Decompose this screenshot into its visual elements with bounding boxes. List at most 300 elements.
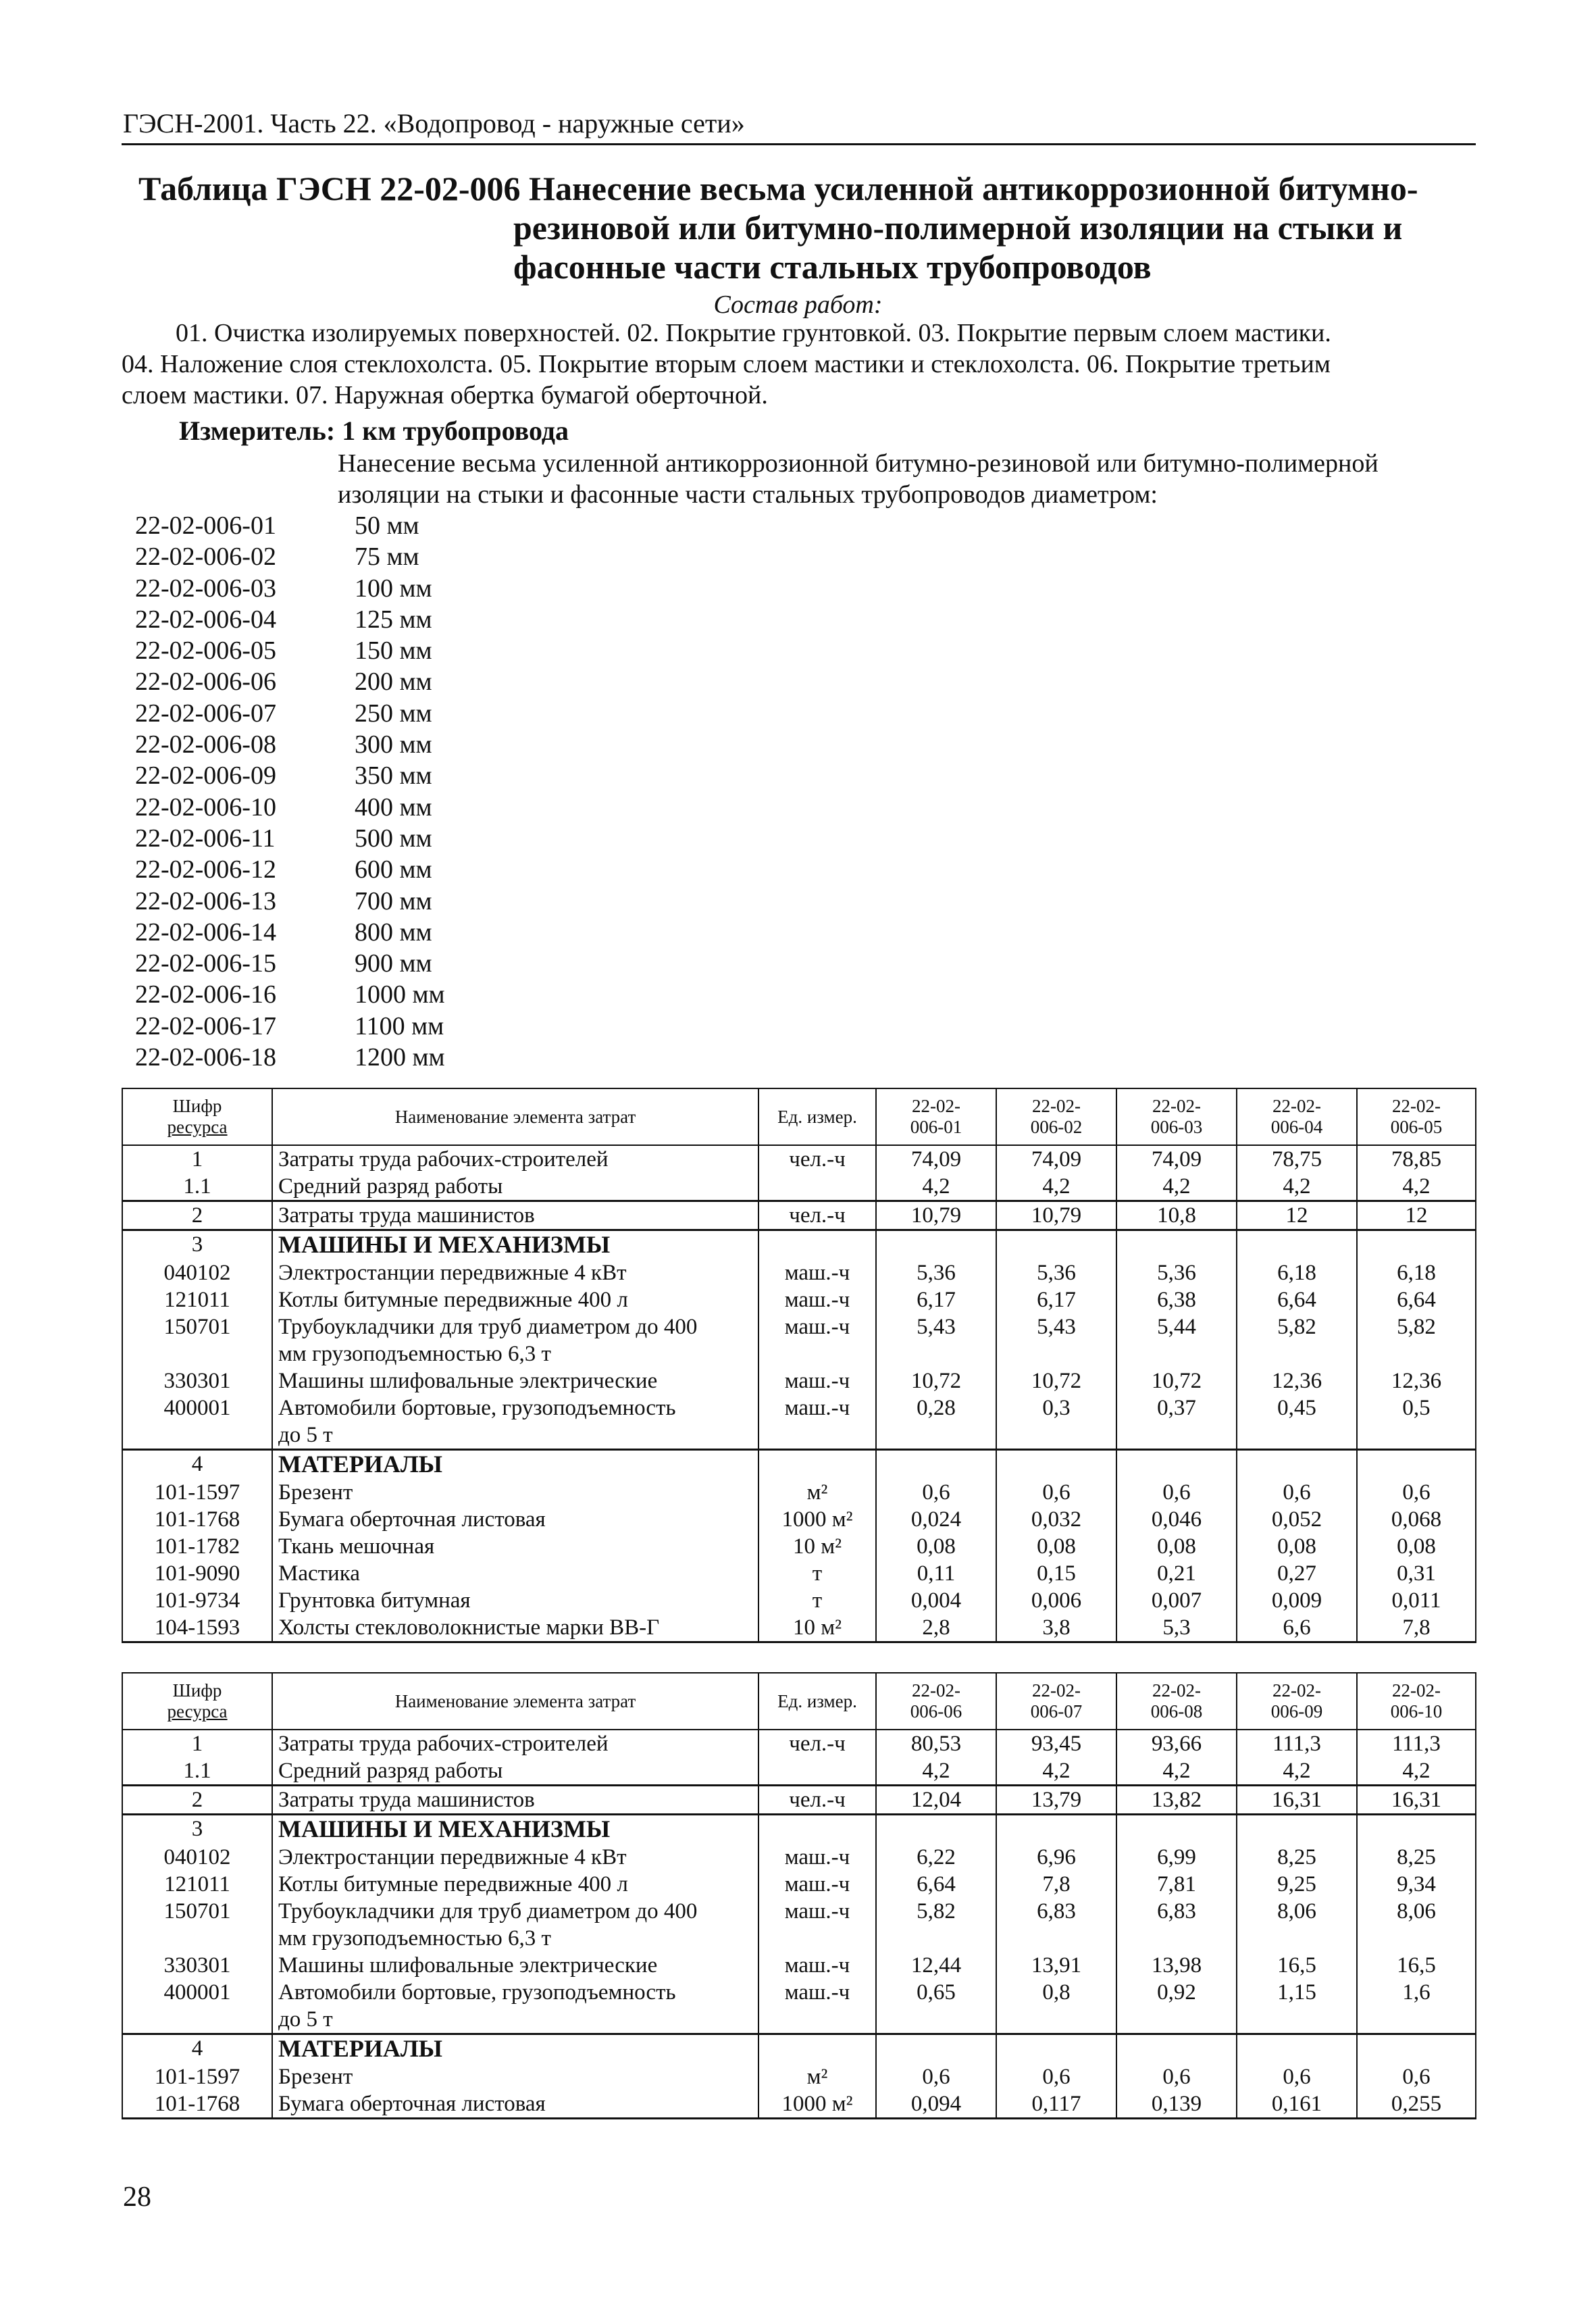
cell-value: 0,004	[876, 1587, 996, 1614]
cell-value: 6,38	[1116, 1286, 1237, 1313]
cell-value: 0,37	[1116, 1394, 1237, 1450]
cell-value: 16,31	[1357, 1786, 1476, 1815]
cell-value: 0,6	[996, 1479, 1116, 1506]
cell-value: 0,6	[876, 1479, 996, 1506]
cell-name-text: Затраты труда машинистов	[278, 1788, 535, 1812]
cell-value: 5,36	[996, 1259, 1116, 1286]
cell-unit: маш.-ч	[758, 1979, 876, 2034]
cell-name-text: Машины шлифовальные электрические	[278, 1953, 658, 1978]
header-col-line-1: 22-02-	[1032, 1680, 1081, 1701]
code-item-code: 22-02-006-17	[135, 1011, 276, 1040]
code-item-code: 22-02-006-15	[135, 949, 276, 978]
cell-value: 12	[1237, 1201, 1357, 1230]
cell-unit	[758, 2034, 876, 2064]
code-item-size: 125 мм	[355, 605, 432, 634]
cell-name	[272, 1952, 758, 1979]
table-row	[122, 1871, 1476, 1898]
cell-value: 6,83	[996, 1898, 1116, 1952]
cell-value	[876, 2034, 996, 2064]
cell-value: 0,6	[1116, 2063, 1237, 2090]
code-list-item	[135, 823, 445, 854]
cell-value: 13,91	[996, 1952, 1116, 1979]
header-col-4	[1237, 1673, 1357, 1730]
code-list-item	[135, 948, 445, 979]
table-row	[122, 1898, 1476, 1952]
code-list-item	[135, 917, 445, 948]
cell-value: 0,6	[1237, 1479, 1357, 1506]
cell-unit	[758, 1757, 876, 1786]
cell-value: 111,3	[1237, 1730, 1357, 1757]
code-item-size: 200 мм	[355, 668, 432, 697]
title-line-1: Таблица ГЭСН 22-02-006 Нанесение весьма усиленной антикоррозионной битумно-	[138, 170, 1418, 207]
cell-value: 74,09	[1116, 1145, 1237, 1173]
table-row	[122, 1367, 1476, 1394]
cell-name-text: Автомобили бортовые, грузоподъемность	[278, 1980, 676, 2005]
header-col-line-1: 22-02-	[1272, 1680, 1321, 1701]
cell-value: 0,006	[996, 1587, 1116, 1614]
cell-value: 6,64	[1237, 1286, 1357, 1313]
cell-name-text: Бумага оберточная листовая	[278, 2092, 546, 2116]
cell-code: 1.1	[122, 1757, 272, 1786]
cell-value: 0,6	[1357, 1479, 1476, 1506]
cell-name	[272, 1286, 758, 1313]
cell-value: 0,094	[876, 2090, 996, 2119]
code-list-item	[135, 635, 445, 666]
cell-value: 1,15	[1237, 1979, 1357, 2034]
cell-value	[1237, 1450, 1357, 1480]
cell-code: 121011	[122, 1286, 272, 1313]
cell-name-text: Затраты труда рабочих-строителей	[278, 1147, 609, 1172]
code-list	[135, 510, 445, 1073]
table-row	[122, 1560, 1476, 1587]
cell-value: 6,99	[1116, 1844, 1237, 1871]
cell-value: 7,8	[996, 1871, 1116, 1898]
cell-code: 121011	[122, 1871, 272, 1898]
cell-code: 2	[122, 1786, 272, 1815]
cell-value: 0,139	[1116, 2090, 1237, 2119]
cell-name	[272, 1367, 758, 1394]
cell-name-text: Ткань мешочная	[278, 1534, 435, 1559]
code-list-item	[135, 698, 445, 729]
header-col-line-2: 006-06	[910, 1701, 962, 1721]
cell-unit: т	[758, 1587, 876, 1614]
cell-name	[272, 2063, 758, 2090]
code-list-item	[135, 854, 445, 885]
cell-value: 4,2	[1237, 1757, 1357, 1786]
code-list-item	[135, 792, 445, 823]
cell-value	[876, 1450, 996, 1480]
cell-value	[1116, 1815, 1237, 1844]
cell-name	[272, 1587, 758, 1614]
code-item-code: 22-02-006-04	[135, 605, 276, 634]
cell-value: 5,82	[1357, 1313, 1476, 1367]
cell-value: 1,6	[1357, 1979, 1476, 2034]
cell-code: 101-1768	[122, 2090, 272, 2119]
work-line-1: 01. Очистка изолируемых поверхностей. 02. Покрытие грунтовкой. 03. Покрытие первым слоем мастики.	[176, 319, 1331, 347]
cell-name	[272, 1898, 758, 1952]
header-col-line-2: 006-09	[1270, 1701, 1323, 1721]
cell-value	[1357, 2034, 1476, 2064]
cell-value: 2,8	[876, 1614, 996, 1642]
cell-value	[1357, 1450, 1476, 1480]
cell-value: 0,21	[1116, 1560, 1237, 1587]
code-item-size: 1200 мм	[355, 1043, 445, 1072]
cell-code: 330301	[122, 1367, 272, 1394]
code-list-item	[135, 510, 445, 541]
cell-value: 0,08	[876, 1533, 996, 1560]
cell-name-text: Брезент	[278, 1480, 353, 1505]
cell-value: 0,28	[876, 1394, 996, 1450]
table-row	[122, 1259, 1476, 1286]
cell-value: 0,08	[996, 1533, 1116, 1560]
header-col-line-1: 22-02-	[912, 1096, 960, 1116]
cell-value: 0,08	[1116, 1533, 1237, 1560]
header-col-3	[1116, 1088, 1237, 1145]
cell-unit: маш.-ч	[758, 1286, 876, 1313]
cell-value: 4,2	[1116, 1173, 1237, 1201]
cell-value: 0,6	[876, 2063, 996, 2090]
cell-code: 400001	[122, 1394, 272, 1450]
code-item-size: 500 мм	[355, 824, 432, 853]
table-header-row	[122, 1088, 1476, 1145]
cell-value	[1357, 1815, 1476, 1844]
cell-unit: маш.-ч	[758, 1367, 876, 1394]
cell-value	[996, 1230, 1116, 1260]
cell-unit: 1000 м²	[758, 2090, 876, 2119]
cell-code: 101-9734	[122, 1587, 272, 1614]
cell-name-text: МАШИНЫ И МЕХАНИЗМЫ	[278, 1231, 611, 1258]
cell-name-text-2: до 5 т	[278, 1423, 333, 1447]
code-item-size: 150 мм	[355, 636, 432, 665]
cell-value: 0,009	[1237, 1587, 1357, 1614]
cell-value: 0,6	[1237, 2063, 1357, 2090]
cell-code: 1.1	[122, 1173, 272, 1201]
table-row	[122, 2090, 1476, 2119]
code-item-code: 22-02-006-05	[135, 636, 276, 665]
cell-value	[1357, 1230, 1476, 1260]
code-item-size: 350 мм	[355, 761, 432, 790]
code-item-size: 600 мм	[355, 855, 432, 884]
cell-name-text: Котлы битумные передвижные 400 л	[278, 1872, 628, 1896]
code-item-code: 22-02-006-08	[135, 730, 276, 759]
cell-name	[272, 1844, 758, 1871]
cell-unit	[758, 1173, 876, 1201]
cell-value: 78,75	[1237, 1145, 1357, 1173]
cell-value: 0,6	[1116, 1479, 1237, 1506]
cell-value: 0,8	[996, 1979, 1116, 2034]
cell-value: 6,22	[876, 1844, 996, 1871]
cell-name	[272, 1757, 758, 1786]
cell-name-text: Трубоукладчики для труб диаметром до 400	[278, 1315, 698, 1339]
code-item-code: 22-02-006-01	[135, 511, 276, 540]
header-code	[122, 1088, 272, 1145]
cell-code: 1	[122, 1145, 272, 1173]
table-row	[122, 1979, 1476, 2034]
header-name: Наименование элемента затрат	[272, 1673, 758, 1730]
cell-unit: 10 м²	[758, 1533, 876, 1560]
cell-code: 040102	[122, 1259, 272, 1286]
header-col-3	[1116, 1673, 1237, 1730]
cell-name-text: Автомобили бортовые, грузоподъемность	[278, 1396, 676, 1420]
cell-value: 10,79	[876, 1201, 996, 1230]
cell-value: 6,6	[1237, 1614, 1357, 1642]
cell-value: 0,65	[876, 1979, 996, 2034]
cell-unit: м²	[758, 1479, 876, 1506]
cell-unit: т	[758, 1560, 876, 1587]
cell-name	[272, 1786, 758, 1815]
table-row	[122, 1230, 1476, 1260]
table-row	[122, 1786, 1476, 1815]
table-row	[122, 1533, 1476, 1560]
header-col-line-2: 006-08	[1150, 1701, 1203, 1721]
cell-value: 16,31	[1237, 1786, 1357, 1815]
header-col-5	[1357, 1673, 1476, 1730]
cell-value: 6,17	[876, 1286, 996, 1313]
code-item-code: 22-02-006-02	[135, 543, 276, 572]
cell-name	[272, 1506, 758, 1533]
code-list-item	[135, 886, 445, 917]
cell-code: 101-1768	[122, 1506, 272, 1533]
cell-value: 6,18	[1237, 1259, 1357, 1286]
cell-code: 150701	[122, 1898, 272, 1952]
cell-name-text: Грунтовка битумная	[278, 1588, 471, 1613]
cell-value: 0,31	[1357, 1560, 1476, 1587]
header-col-line-1: 22-02-	[1152, 1096, 1201, 1116]
cell-value: 5,43	[996, 1313, 1116, 1367]
cell-value: 6,64	[876, 1871, 996, 1898]
table-row	[122, 1506, 1476, 1533]
table-row	[122, 1201, 1476, 1230]
table-row	[122, 1394, 1476, 1450]
header-col-line-2: 006-10	[1390, 1701, 1443, 1721]
cell-value: 13,82	[1116, 1786, 1237, 1815]
header-code-line-1: Шифр	[172, 1096, 222, 1116]
cell-value: 0,27	[1237, 1560, 1357, 1587]
work-line-3: слоем мастики. 07. Наружная обертка бумагой оберточной.	[122, 381, 768, 409]
header-code	[122, 1673, 272, 1730]
cell-code: 330301	[122, 1952, 272, 1979]
code-item-code: 22-02-006-18	[135, 1043, 276, 1072]
cell-value: 93,45	[996, 1730, 1116, 1757]
code-list-item	[135, 666, 445, 697]
cell-name	[272, 2090, 758, 2119]
cell-value: 10,8	[1116, 1201, 1237, 1230]
cell-code: 150701	[122, 1313, 272, 1367]
cell-name	[272, 1259, 758, 1286]
code-item-size: 700 мм	[355, 886, 432, 915]
cell-value	[1116, 1450, 1237, 1480]
cell-value: 10,79	[996, 1201, 1116, 1230]
cell-code: 1	[122, 1730, 272, 1757]
cell-code: 400001	[122, 1979, 272, 2034]
cell-value: 80,53	[876, 1730, 996, 1757]
cell-value: 0,92	[1116, 1979, 1237, 2034]
title-line-3: фасонные части стальных трубопроводов	[513, 248, 1152, 286]
cell-name	[272, 1230, 758, 1260]
cell-value: 10,72	[876, 1367, 996, 1394]
cell-value: 8,06	[1357, 1898, 1476, 1952]
cell-name-text-2: мм грузоподъемностью 6,3 т	[278, 1342, 551, 1366]
code-item-size: 300 мм	[355, 730, 432, 759]
code-item-size: 400 мм	[355, 793, 432, 822]
cell-unit	[758, 1450, 876, 1480]
cell-code: 3	[122, 1815, 272, 1844]
header-col-1	[876, 1673, 996, 1730]
code-item-size: 1000 мм	[355, 980, 445, 1009]
cell-value: 7,81	[1116, 1871, 1237, 1898]
cell-name	[272, 2034, 758, 2064]
header-col-line-1: 22-02-	[1392, 1680, 1441, 1701]
cell-value: 0,011	[1357, 1587, 1476, 1614]
cell-value	[876, 1815, 996, 1844]
cell-value: 74,09	[876, 1145, 996, 1173]
cell-unit: маш.-ч	[758, 1952, 876, 1979]
cell-value: 0,117	[996, 2090, 1116, 2119]
table-row	[122, 1286, 1476, 1313]
cell-value: 3,8	[996, 1614, 1116, 1642]
cell-name	[272, 1871, 758, 1898]
header-col-1	[876, 1088, 996, 1145]
table-row	[122, 2063, 1476, 2090]
header-code-line-1: Шифр	[172, 1680, 222, 1701]
cell-unit: маш.-ч	[758, 1313, 876, 1367]
cell-code: 2	[122, 1201, 272, 1230]
cell-value: 0,11	[876, 1560, 996, 1587]
cell-value: 6,96	[996, 1844, 1116, 1871]
cell-name-text: Трубоукладчики для труб диаметром до 400	[278, 1899, 698, 1923]
cell-value: 16,5	[1237, 1952, 1357, 1979]
code-item-size: 900 мм	[355, 949, 432, 978]
code-item-code: 22-02-006-09	[135, 761, 276, 790]
cell-value: 5,43	[876, 1313, 996, 1367]
cell-value: 0,6	[1357, 2063, 1476, 2090]
cell-value: 4,2	[876, 1757, 996, 1786]
cell-name	[272, 1313, 758, 1367]
cell-name-text: Электростанции передвижные 4 кВт	[278, 1845, 627, 1869]
code-item-code: 22-02-006-07	[135, 699, 276, 728]
cell-value: 5,36	[1116, 1259, 1237, 1286]
cell-value: 6,83	[1116, 1898, 1237, 1952]
code-item-code: 22-02-006-11	[135, 824, 276, 853]
cell-value: 0,007	[1116, 1587, 1237, 1614]
cell-unit: чел.-ч	[758, 1786, 876, 1815]
cell-value: 0,161	[1237, 2090, 1357, 2119]
table-row	[122, 1844, 1476, 1871]
code-list-item	[135, 760, 445, 791]
cell-name	[272, 1479, 758, 1506]
code-item-code: 22-02-006-14	[135, 917, 276, 947]
table-title	[138, 169, 1418, 286]
cell-value: 6,64	[1357, 1286, 1476, 1313]
cell-value: 12	[1357, 1201, 1476, 1230]
resource-table-1	[122, 1088, 1476, 1643]
cell-value: 4,2	[996, 1757, 1116, 1786]
table-row	[122, 1587, 1476, 1614]
cell-name-text-2: до 5 т	[278, 2007, 333, 2032]
cell-value: 12,36	[1357, 1367, 1476, 1394]
cell-value: 7,8	[1357, 1614, 1476, 1642]
cell-value: 16,5	[1357, 1952, 1476, 1979]
table-row	[122, 1730, 1476, 1757]
code-item-size: 50 мм	[355, 511, 419, 540]
cell-value: 0,15	[996, 1560, 1116, 1587]
table-row	[122, 1145, 1476, 1173]
cell-value: 4,2	[1357, 1173, 1476, 1201]
cell-name-text: МАТЕРИАЛЫ	[278, 1451, 442, 1478]
header-rule	[122, 143, 1476, 145]
header-code-line-2: ресурса	[167, 1117, 228, 1137]
header-col-2	[996, 1088, 1116, 1145]
cell-code: 3	[122, 1230, 272, 1260]
cell-unit: чел.-ч	[758, 1145, 876, 1173]
table-row	[122, 1173, 1476, 1201]
cell-value	[1237, 1230, 1357, 1260]
cell-unit: 10 м²	[758, 1614, 876, 1642]
cell-code: 040102	[122, 1844, 272, 1871]
work-line-2: 04. Наложение слоя стеклохолста. 05. Покрытие вторым слоем мастики и стеклохолста. 06. Покрытие третьим	[122, 350, 1331, 378]
resource-table-2	[122, 1672, 1476, 2119]
cell-value: 78,85	[1357, 1145, 1476, 1173]
cell-name	[272, 1450, 758, 1480]
cell-value: 0,052	[1237, 1506, 1357, 1533]
cell-value: 4,2	[1116, 1757, 1237, 1786]
cell-name	[272, 1979, 758, 2034]
code-item-code: 22-02-006-10	[135, 793, 276, 822]
table-row	[122, 1757, 1476, 1786]
table-header-row	[122, 1673, 1476, 1730]
cell-name	[272, 1394, 758, 1450]
code-item-code: 22-02-006-16	[135, 980, 276, 1009]
cell-code: 101-1597	[122, 1479, 272, 1506]
cell-name-text: Машины шлифовальные электрические	[278, 1369, 658, 1393]
header-col-line-2: 006-03	[1150, 1117, 1203, 1137]
cell-code: 101-1597	[122, 2063, 272, 2090]
code-item-code: 22-02-006-06	[135, 668, 276, 697]
cell-value: 0,08	[1237, 1533, 1357, 1560]
header-unit: Ед. измер.	[758, 1673, 876, 1730]
cell-name-text-2: мм грузоподъемностью 6,3 т	[278, 1926, 551, 1951]
cell-name-text: Электростанции передвижные 4 кВт	[278, 1261, 627, 1285]
cell-unit: чел.-ч	[758, 1730, 876, 1757]
cell-value: 0,6	[996, 2063, 1116, 2090]
cell-name	[272, 1533, 758, 1560]
cell-name-text: Затраты труда машинистов	[278, 1203, 535, 1228]
cell-value: 111,3	[1357, 1730, 1476, 1757]
cell-value: 4,2	[996, 1173, 1116, 1201]
cell-unit: маш.-ч	[758, 1394, 876, 1450]
cell-value: 10,72	[996, 1367, 1116, 1394]
header-col-2	[996, 1673, 1116, 1730]
code-item-size: 800 мм	[355, 917, 432, 947]
cell-value	[1116, 1230, 1237, 1260]
cell-value: 8,06	[1237, 1898, 1357, 1952]
cell-code: 4	[122, 2034, 272, 2064]
cell-value: 8,25	[1237, 1844, 1357, 1871]
cell-value: 8,25	[1357, 1844, 1476, 1871]
cell-value: 9,34	[1357, 1871, 1476, 1898]
cell-value: 0,046	[1116, 1506, 1237, 1533]
code-item-code: 22-02-006-12	[135, 855, 276, 884]
table-description	[338, 448, 1476, 510]
cell-name	[272, 1730, 758, 1757]
code-list-item	[135, 573, 445, 604]
header-col-line-2: 006-01	[910, 1117, 962, 1137]
cell-unit: 1000 м²	[758, 1506, 876, 1533]
cell-value: 13,79	[996, 1786, 1116, 1815]
header-col-5	[1357, 1088, 1476, 1145]
code-list-item	[135, 979, 445, 1010]
header-col-line-1: 22-02-	[912, 1680, 960, 1701]
